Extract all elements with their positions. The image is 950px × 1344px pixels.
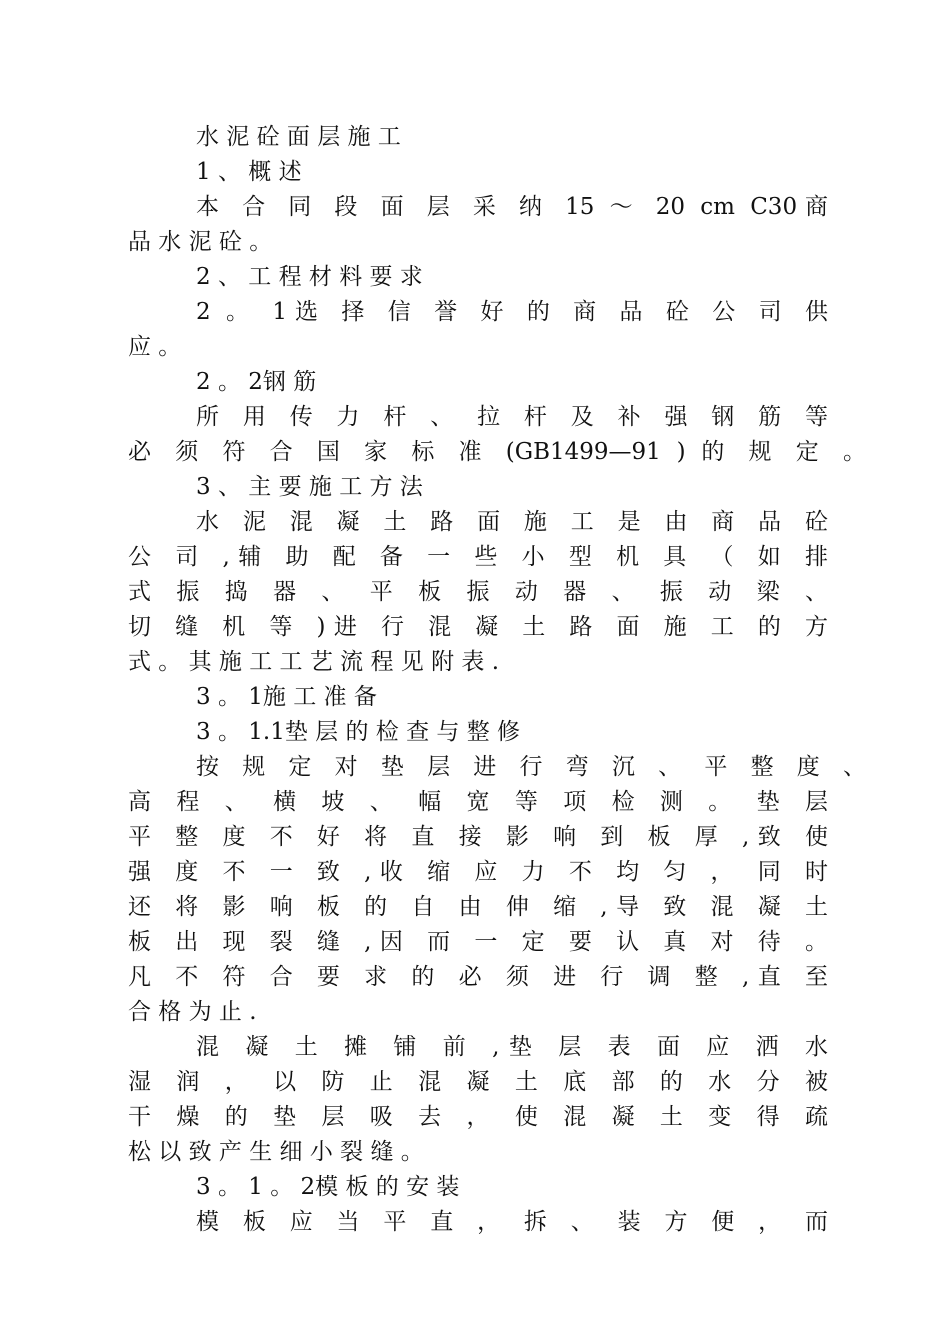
paragraph-line: 平 整 度 不 好 将 直 接 影 响 到 板 厚 ,致 使	[128, 824, 828, 850]
paragraph-line: 强 度 不 一 致 ,收 缩 应 力 不 均 匀 ， 同 时	[128, 859, 828, 885]
paragraph-line: 式 振 捣 器 、 平 板 振 动 器 、 振 动 梁 、	[128, 579, 828, 605]
document-title: 水 泥 砼 面 层 施 工	[196, 124, 401, 150]
paragraph-line: 板 出 现 裂 缝 ,因 而 一 定 要 认 真 对 待 。	[128, 929, 828, 955]
subsection-heading: 3 。 1施 工 准 备	[196, 684, 377, 710]
paragraph-line: 干 燥 的 垫 层 吸 去 ， 使 混 凝 土 变 得 疏	[128, 1104, 828, 1130]
paragraph-line: 应 。	[128, 334, 182, 360]
section-heading: 3 、 主 要 施 工 方 法	[196, 474, 423, 500]
paragraph-line: 还 将 影 响 板 的 自 由 伸 缩 ,导 致 混 凝 土	[128, 894, 828, 920]
paragraph-line: 公 司 ,辅 助 配 备 一 些 小 型 机 具 （ 如 排	[128, 544, 828, 570]
section-heading: 1 、 概 述	[196, 159, 302, 185]
paragraph-line: 式 。 其 施 工 工 艺 流 程 见 附 表 .	[128, 649, 500, 675]
paragraph-line: 合 格 为 止 .	[128, 999, 257, 1025]
section-heading: 2 、 工 程 材 料 要 求	[196, 264, 423, 290]
paragraph-line: 湿 润 ， 以 防 止 混 凝 土 底 部 的 水 分 被	[128, 1069, 828, 1095]
subsection-line: 2 。 1选 择 信 誉 好 的 商 品 砼 公 司 供	[196, 299, 828, 325]
paragraph-line: 高 程 、 横 坡 、 幅 宽 等 项 检 测 。 垫 层	[128, 789, 828, 815]
subsection-heading: 3 。 1 。 2模 板 的 安 装	[196, 1174, 460, 1200]
paragraph-line: 水 泥 混 凝 土 路 面 施 工 是 由 商 品 砼	[196, 509, 828, 535]
paragraph-line: 凡 不 符 合 要 求 的 必 须 进 行 调 整 ,直 至	[128, 964, 828, 990]
paragraph-line: 按 规 定 对 垫 层 进 行 弯 沉 、 平 整 度 、	[196, 754, 866, 780]
paragraph-line: 必 须 符 合 国 家 标 准 (GB1499—91 ) 的 规 定 。	[128, 439, 866, 465]
paragraph-line: 品 水 泥 砼 。	[128, 229, 273, 255]
subsection-heading: 3 。 1.1垫 层 的 检 查 与 整 修	[196, 719, 521, 745]
paragraph-line: 本 合 同 段 面 层 采 纳 15 ～ 20 cm C30商	[196, 194, 828, 220]
paragraph-line: 松 以 致 产 生 细 小 裂 缝 。	[128, 1139, 424, 1165]
paragraph-line: 切 缝 机 等 )进 行 混 凝 土 路 面 施 工 的 方	[128, 614, 828, 640]
paragraph-line: 混 凝 土 摊 铺 前 ,垫 层 表 面 应 洒 水	[196, 1034, 828, 1060]
paragraph-line: 模 板 应 当 平 直 ， 拆 、 装 方 便 ， 而	[196, 1209, 828, 1235]
paragraph-line: 所 用 传 力 杆 、 拉 杆 及 补 强 钢 筋 等	[196, 404, 828, 430]
subsection-heading: 2 。 2钢 筋	[196, 369, 317, 395]
